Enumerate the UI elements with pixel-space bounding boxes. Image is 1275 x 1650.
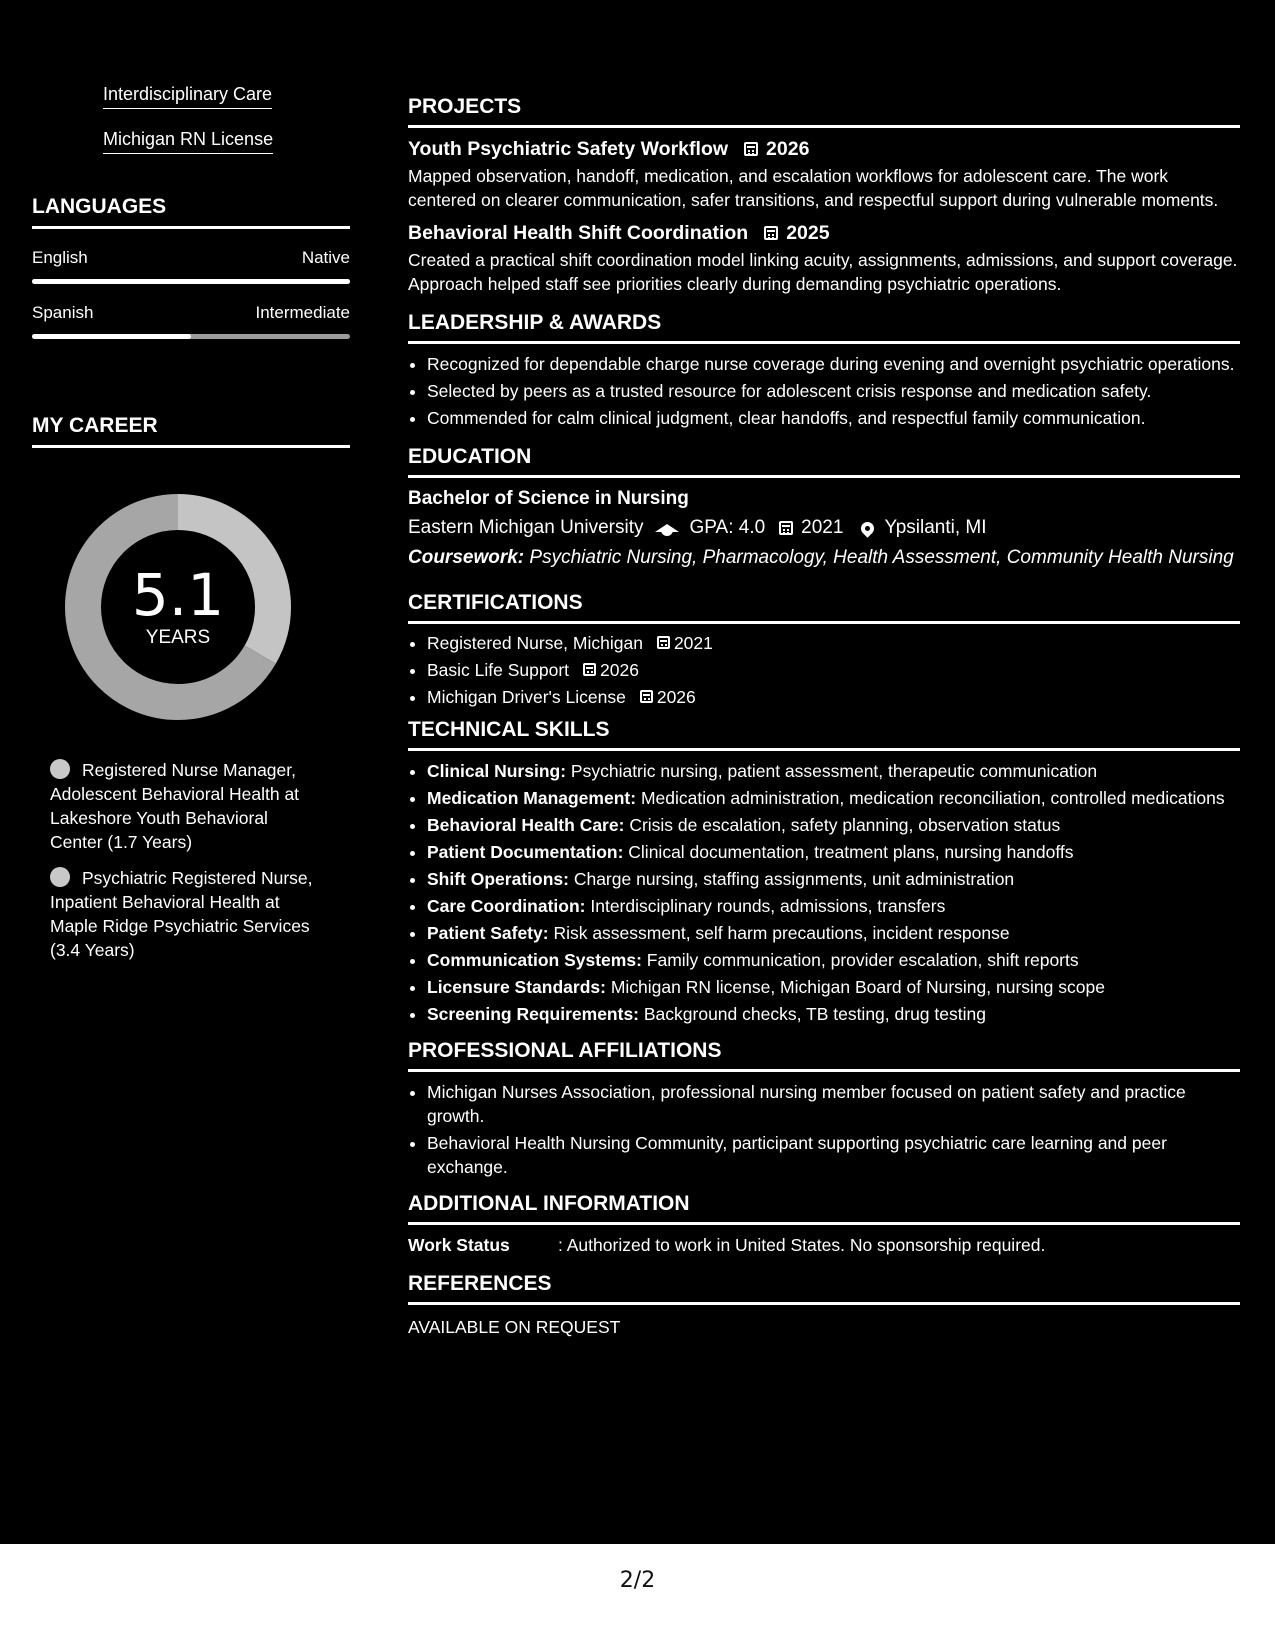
education-location: Ypsilanti, MI bbox=[884, 517, 987, 538]
skill-item bbox=[427, 1002, 1240, 1026]
work-status-key: Work Status bbox=[408, 1235, 510, 1255]
language-level: Intermediate bbox=[255, 303, 350, 322]
list-item: • Behavioral Health Nursing Community, participant supporting psychiatric care learning and peer exchange. bbox=[427, 1131, 1240, 1179]
career-donut-chart bbox=[65, 494, 291, 720]
work-status-row bbox=[408, 1233, 1240, 1257]
coursework-text: Psychiatric Nursing, Pharmacology, Health Assessment, Community Health Nursing bbox=[529, 547, 1234, 568]
certification-year: 2026 bbox=[656, 687, 696, 707]
page-number: 2/2 bbox=[619, 1568, 656, 1593]
skill-value: Psychiatric nursing, patient assessment, therapeutic communication bbox=[570, 761, 1098, 781]
references-heading: REFERENCES bbox=[408, 1271, 1240, 1305]
project-year: 2026 bbox=[766, 138, 810, 160]
project-description: Mapped observation, handoff, medication, and escalation workflows for adolescent care. The work centered on clearer communication, safer transitions, and respectful support during vulnerable moments. bbox=[408, 166, 1219, 210]
certifications-heading: CERTIFICATIONS bbox=[408, 590, 1240, 624]
language-bar bbox=[32, 279, 350, 284]
languages-heading: LANGUAGES bbox=[32, 194, 350, 229]
list-item: • Commended for calm clinical judgment, clear handoffs, and respectful family communication. bbox=[427, 406, 1240, 430]
skill-value: Background checks, TB testing, drug testing bbox=[643, 1004, 986, 1024]
project-title: Youth Psychiatric Safety Workflow bbox=[408, 138, 729, 160]
school-name: Eastern Michigan University bbox=[408, 517, 644, 538]
legend-dot-icon bbox=[50, 867, 70, 887]
calendar-icon bbox=[744, 142, 758, 156]
skill-value: Charge nursing, staffing assignments, unit administration bbox=[573, 869, 1015, 889]
career-item-label: Registered Nurse Manager, Adolescent Behavioral Health at Lakeshore Youth Behavioral Center (1.7 Years) bbox=[50, 760, 300, 852]
skill-key: Patient Documentation: bbox=[427, 842, 624, 862]
project-item bbox=[408, 220, 1240, 296]
calendar-icon bbox=[657, 636, 670, 649]
skill-key: Licensure Standards: bbox=[427, 977, 606, 997]
language-level: Native bbox=[301, 248, 350, 267]
gpa: GPA: 4.0 bbox=[689, 517, 766, 538]
certification-item bbox=[427, 685, 1240, 709]
career-total: 5.1 bbox=[131, 561, 225, 629]
skill-key: Shift Operations: bbox=[427, 869, 569, 889]
calendar-icon bbox=[583, 663, 596, 676]
certification-name: Registered Nurse, Michigan bbox=[427, 633, 643, 653]
calendar-icon bbox=[640, 690, 653, 703]
project-title: Behavioral Health Shift Coordination bbox=[408, 222, 749, 244]
language-spanish bbox=[32, 302, 350, 339]
language-bar-fill bbox=[32, 279, 350, 284]
coursework bbox=[408, 545, 1240, 570]
skill-key: Patient Safety: bbox=[427, 923, 549, 943]
list-item: • Selected by peers as a trusted resource for adolescent crisis response and medication safety. bbox=[427, 379, 1240, 403]
work-status-value: : Authorized to work in United States. No sponsorship required. bbox=[558, 1235, 1046, 1255]
skill-value: Interdisciplinary rounds, admissions, transfers bbox=[590, 896, 946, 916]
calendar-icon bbox=[779, 521, 793, 535]
certification-item bbox=[427, 631, 1240, 655]
education-heading: EDUCATION bbox=[408, 444, 1240, 478]
language-bar-fill bbox=[32, 334, 191, 339]
coursework-label: Coursework: bbox=[408, 547, 525, 568]
skills-list bbox=[408, 759, 1240, 1026]
skill-item bbox=[427, 813, 1240, 837]
affiliations-list bbox=[408, 1080, 1240, 1179]
leadership-heading: LEADERSHIP & AWARDS bbox=[408, 310, 1240, 344]
language-name: Spanish bbox=[32, 303, 94, 322]
skill-item bbox=[427, 921, 1240, 945]
language-english bbox=[32, 247, 350, 284]
career-item-label: Psychiatric Registered Nurse, Inpatient Behavioral Health at Maple Ridge Psychiatric Services (3.4 Years) bbox=[50, 868, 313, 960]
legend-dot-icon bbox=[50, 759, 70, 779]
language-bar bbox=[32, 334, 350, 339]
skill-value: Risk assessment, self harm precautions, incident response bbox=[553, 923, 1010, 943]
skill-key: Clinical Nursing: bbox=[427, 761, 567, 781]
skill-value: Michigan RN license, Michigan Board of Nursing, nursing scope bbox=[610, 977, 1105, 997]
skill-item bbox=[427, 948, 1240, 972]
skill-value: Clinical documentation, treatment plans, nursing handoffs bbox=[628, 842, 1074, 862]
projects-heading: PROJECTS bbox=[408, 94, 1240, 128]
skill-key: Care Coordination: bbox=[427, 896, 586, 916]
career-heading: MY CAREER bbox=[32, 413, 350, 448]
calendar-icon bbox=[764, 226, 778, 240]
career-legend bbox=[50, 758, 325, 962]
project-item bbox=[408, 136, 1240, 212]
language-name: English bbox=[32, 248, 88, 267]
degree: Bachelor of Science in Nursing bbox=[408, 488, 689, 509]
list-item: • Recognized for dependable charge nurse coverage during evening and overnight psychiatric operations. bbox=[427, 352, 1240, 376]
certification-year: 2026 bbox=[600, 660, 639, 680]
career-item bbox=[50, 758, 325, 854]
skill-item bbox=[427, 786, 1240, 810]
list-item: • Michigan Nurses Association, professional nursing member focused on patient safety and practice growth. bbox=[427, 1080, 1240, 1128]
leadership-list bbox=[408, 352, 1240, 430]
education-meta bbox=[408, 515, 1240, 541]
skill-value: Family communication, provider escalation, shift reports bbox=[646, 950, 1079, 970]
additional-info-heading: ADDITIONAL INFORMATION bbox=[408, 1191, 1240, 1225]
page-footer bbox=[0, 1544, 1275, 1650]
career-item bbox=[50, 866, 325, 962]
certification-name: Basic Life Support bbox=[427, 660, 570, 680]
technical-skills-heading: TECHNICAL SKILLS bbox=[408, 717, 1240, 751]
project-year: 2025 bbox=[786, 222, 830, 244]
skill-tag: Michigan RN License bbox=[103, 127, 273, 154]
skill-item bbox=[427, 867, 1240, 891]
skill-key: Screening Requirements: bbox=[427, 1004, 639, 1024]
right-column bbox=[408, 94, 1240, 1339]
certification-name: Michigan Driver's License bbox=[427, 687, 626, 707]
graduation-cap-icon bbox=[655, 524, 679, 532]
certification-item bbox=[427, 658, 1240, 682]
skill-key: Communication Systems: bbox=[427, 950, 642, 970]
left-column bbox=[32, 82, 350, 974]
location-pin-icon bbox=[859, 519, 877, 537]
project-description: Created a practical shift coordination model linking acuity, assignments, admissions, and support coverage. Approach helped staff see priorities clearly during demanding psychiatric operations. bbox=[408, 250, 1238, 294]
skill-key: Medication Management: bbox=[427, 788, 637, 808]
affiliations-heading: PROFESSIONAL AFFILIATIONS bbox=[408, 1038, 1240, 1072]
skill-item bbox=[427, 975, 1240, 999]
certification-year: 2021 bbox=[673, 633, 713, 653]
skill-item bbox=[427, 840, 1240, 864]
career-unit: YEARS bbox=[145, 627, 211, 648]
skill-item bbox=[427, 759, 1240, 783]
certifications-list bbox=[408, 631, 1240, 709]
skill-value: Crisis de escalation, safety planning, observation status bbox=[629, 815, 1061, 835]
skill-value: Medication administration, medication reconciliation, controlled medications bbox=[640, 788, 1225, 808]
references-text: AVAILABLE ON REQUEST bbox=[408, 1317, 621, 1337]
skill-item bbox=[427, 894, 1240, 918]
education-year: 2021 bbox=[801, 517, 844, 538]
skill-tag: Interdisciplinary Care bbox=[103, 82, 272, 109]
skill-key: Behavioral Health Care: bbox=[427, 815, 625, 835]
